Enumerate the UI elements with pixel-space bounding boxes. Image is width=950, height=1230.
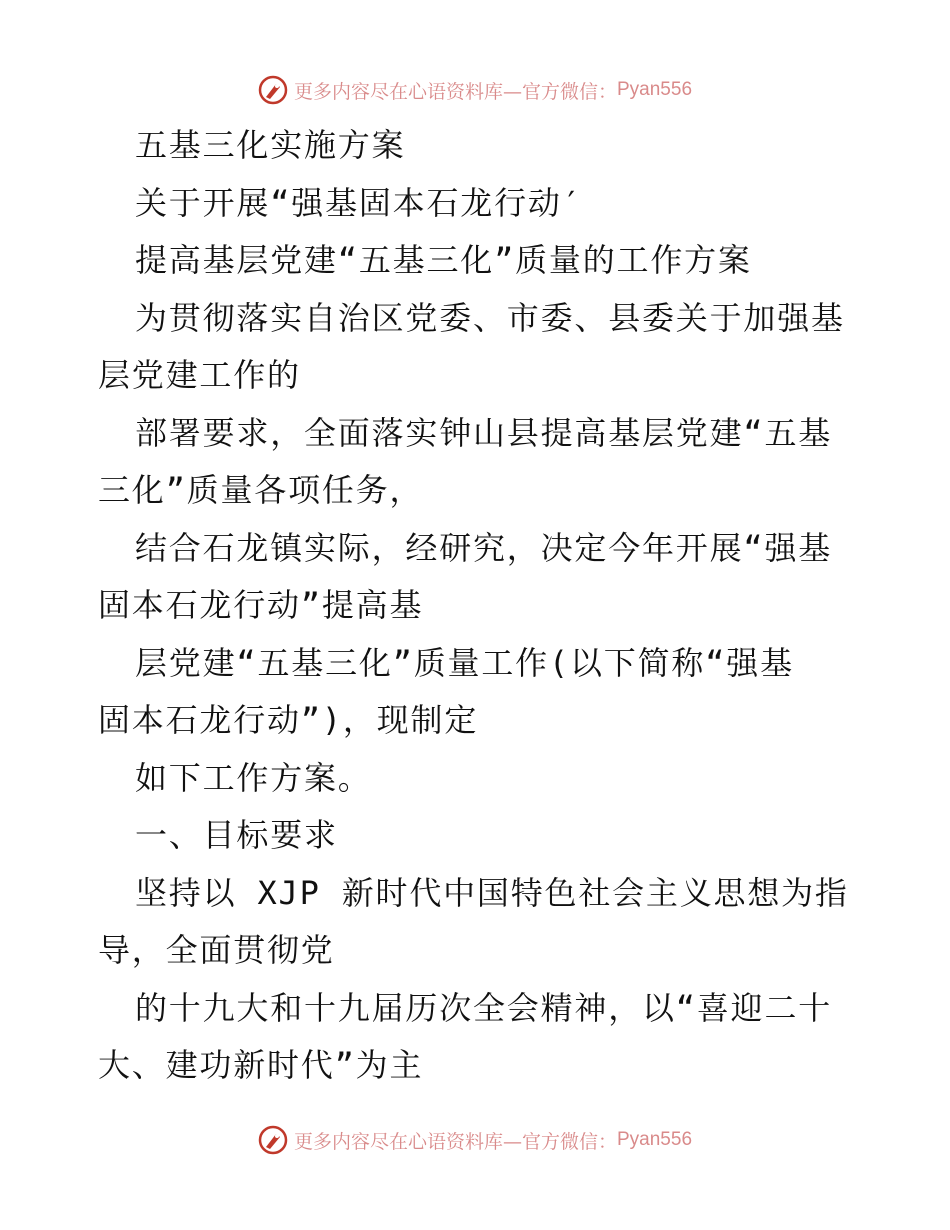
text-line: 导，全面贯彻党: [98, 931, 335, 969]
text-line: 固本石龙行动”提高基: [98, 586, 424, 624]
pen-nib-circle-logo-icon: [258, 75, 288, 105]
banner-text: 更多内容尽在心语资料库—官方微信：: [293, 80, 617, 103]
text-line: 的十九大和十九届历次全会精神，以“喜迎二十: [135, 988, 833, 1027]
text-line: 一、目标要求: [135, 816, 338, 854]
document-body: [98, 117, 858, 1095]
text-line: 坚持以 XJP 新时代中国特色社会主义思想为指: [135, 873, 849, 912]
text-line: 提高基层党建“五基三化”质量的工作方案: [135, 241, 752, 279]
footer-banner: [0, 1120, 950, 1160]
header-banner: [0, 70, 950, 110]
text-line: 层党建“五基三化”质量工作(以下简称“强基: [135, 643, 794, 682]
text-line: 三化”质量各项任务，: [98, 471, 424, 509]
text-line: 为贯彻落实自治区党委、市委、县委关于加强基: [135, 298, 845, 337]
text-line: 关于开展“强基固本石龙行动′: [135, 183, 583, 222]
text-line: 如下工作方案。: [135, 758, 372, 797]
text-line: 大、建功新时代”为主: [98, 1046, 424, 1084]
banner-text: 更多内容尽在心语资料库—官方微信：: [293, 1130, 617, 1153]
text-line: 五基三化实施方案: [135, 126, 406, 164]
text-line: 结合石龙镇实际，经研究，决定今年开展“强基: [135, 528, 833, 567]
text-line: 层党建工作的: [98, 356, 301, 394]
text-line: 固本石龙行动”)，现制定: [98, 701, 479, 739]
banner-wechat-id: Pyan556: [617, 1129, 693, 1150]
banner-wechat-id: Pyan556: [617, 79, 693, 100]
text-line: 部署要求，全面落实钟山县提高基层党建“五基: [135, 413, 833, 452]
pen-nib-circle-logo-icon: [258, 1125, 288, 1155]
